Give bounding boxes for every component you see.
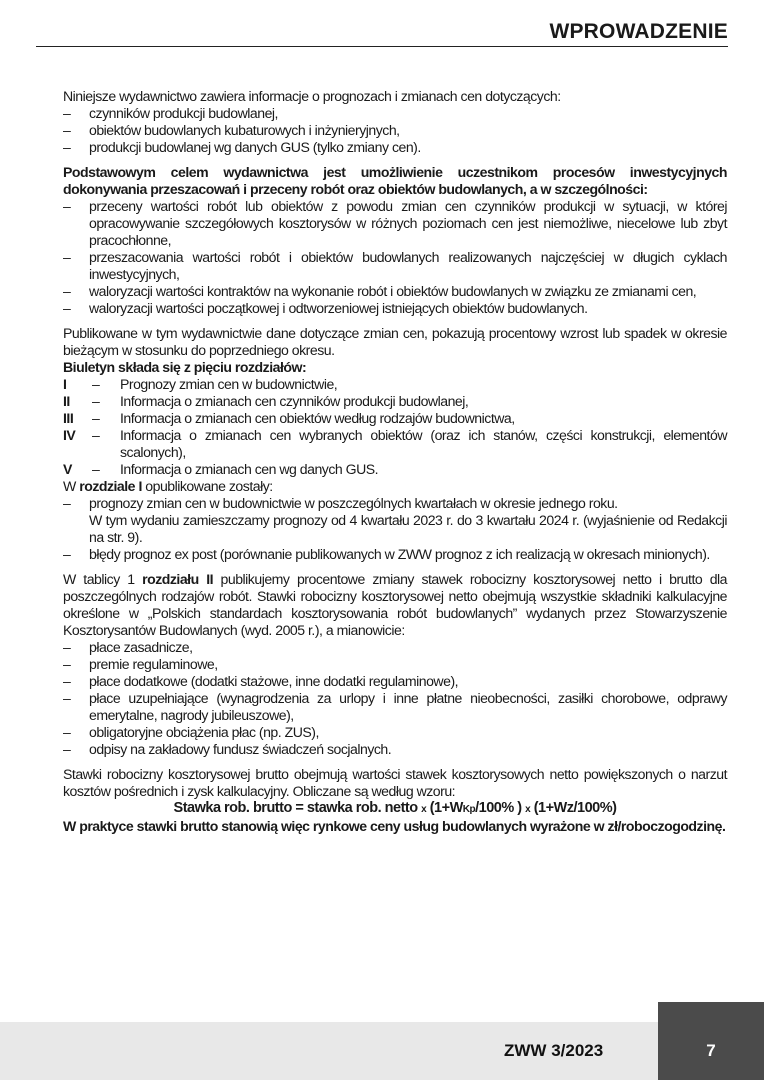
list-item: – błędy prognoz ex post (porównanie publikowanych w ZWW prognoz z ich realizacją w okresach minionych). <box>63 546 710 562</box>
list-item: – odpisy na zakładowy fundusz świadczeń socjalnych. <box>63 741 392 757</box>
list-item: – produkcji budowlanej wg danych GUS (tylko zmiany cen). <box>63 139 421 155</box>
list-item: – płace uzupełniające (wynagrodzenia za urlopy i inne płatne nieobecności, zasiłki chorobowe, odprawy emerytalne, nagrody jubileuszowe), <box>63 690 727 723</box>
list-item: – prognozy zmian cen w budownictwie w poszczególnych kwartałach w okresie jednego roku. W tym wydaniu zamieszczamy prognozy od 4 kwartału 2023 r. do 3 kwartału 2024 r. (wyjaśnienie od Redakcji na str. 9). <box>63 495 727 545</box>
intro-list <box>63 105 727 156</box>
wage-formula: Stawka rob. brutto = stawka rob. netto x (1+WKp/100% ) x (1+Wz/100%) <box>173 800 617 816</box>
goal-list <box>63 198 727 317</box>
chapter-item: V – Informacja o zmianach cen wg danych GUS. <box>63 461 379 477</box>
footer-band <box>0 1022 764 1080</box>
conclusion-paragraph: W praktyce stawki brutto stanowią więc rynkowe ceny usług budowlanych wyrażone w zł/roboczogodzinę. <box>63 818 726 834</box>
list-item: – płace zasadnicze, <box>63 639 193 655</box>
page-number: 7 <box>706 1041 716 1060</box>
chapter-item: IV – Informacja o zmianach cen wybranych obiektów (oraz ich stanów, części konstrukcji, elementów scalonych), <box>63 427 727 460</box>
list-item: – waloryzacji wartości początkowej i odtworzeniowej istniejących obiektów budowlanych. <box>63 300 588 316</box>
chapters-heading: Biuletyn składa się z pięciu rozdziałów: <box>63 359 307 375</box>
chapter2-paragraph: W tablicy 1 rozdziału II publikujemy procentowe zmiany stawek robocizny kosztorysowej netto i brutto dla poszczególnych rodzajów robót. Stawki robocizny kosztorysowej netto obejmują wszystkie składniki kalkulacyjne określone w „Polskich standardach kosztorysowania robót budowlanych” wydanych przez Stowarzyszenie Kosztorysantów Budowlanych (wyd. 2005 r.), a mianowicie: <box>63 571 728 638</box>
chapter1-intro: W rozdziale I opublikowane zostały: <box>63 478 273 494</box>
list-item: – obiektów budowlanych kubaturowych i inżynieryjnych, <box>63 122 400 138</box>
issue-label: ZWW 3/2023 <box>504 1041 604 1060</box>
list-item: – przeceny wartości robót lub obiektów z powodu zmian cen czynników produkcji w sytuacji, w której opracowywanie szczegółowych kosztorysów w różnych poziomach cen jest niemożliwe, niecelowe lub zbyt pracochłonne, <box>63 198 727 248</box>
goal-heading: Podstawowym celem wydawnictwa jest umożliwienie uczestnikom procesów inwestycyjnych dokonywania przeszacowań i przeceny robót oraz obiektów budowlanych, a w szczególności: <box>63 164 727 197</box>
list-item: – czynników produkcji budowlanej, <box>63 105 278 121</box>
brutto-paragraph: Stawki robocizny kosztorysowej brutto obejmują wartości stawek kosztorysowych netto powiększonych o narzut kosztów pośrednich i zysk kalkulacyjny. Obliczane są według wzoru: <box>63 766 727 799</box>
intro-text: Niniejsze wydawnictwo zawiera informacje o prognozach i zmianach cen dotyczących: <box>63 88 561 104</box>
document-body <box>63 88 727 835</box>
list-item: – przeszacowania wartości robót i obiektów budowlanych realizowanych najczęściej w długich cyklach inwestycyjnych, <box>63 249 727 282</box>
list-item-note: W tym wydaniu zamieszczamy prognozy od 4 kwartału 2023 r. do 3 kwartału 2024 r. (wyjaśnienie od Redakcji na str. 9). <box>89 512 727 545</box>
wage-components-list <box>63 639 727 758</box>
chapters-list <box>63 376 727 478</box>
chapter1-list <box>63 495 727 563</box>
page-header-title: WPROWADZENIE <box>549 20 728 43</box>
chapter-item: III – Informacja o zmianach cen obiektów według rodzajów budownictwa, <box>63 410 515 426</box>
chapter-item: II – Informacja o zmianach cen czynników produkcji budowlanej, <box>63 393 469 409</box>
list-item: – obligatoryjne obciążenia płac (np. ZUS), <box>63 724 319 740</box>
list-item: – waloryzacji wartości kontraktów na wykonanie robót i obiektów budowlanych w związku ze zmianami cen, <box>63 283 697 299</box>
header-rule <box>36 46 728 47</box>
list-item: – premie regulaminowe, <box>63 656 218 672</box>
list-item: – płace dodatkowe (dodatki stażowe, inne dodatki regulaminowe), <box>63 673 459 689</box>
chapter-item: I – Prognozy zmian cen w budownictwie, <box>63 376 338 392</box>
published-paragraph: Publikowane w tym wydawnictwie dane dotyczące zmian cen, pokazują procentowy wzrost lub spadek w okresie bieżącym w stosunku do poprzedniego okresu. <box>63 325 727 358</box>
